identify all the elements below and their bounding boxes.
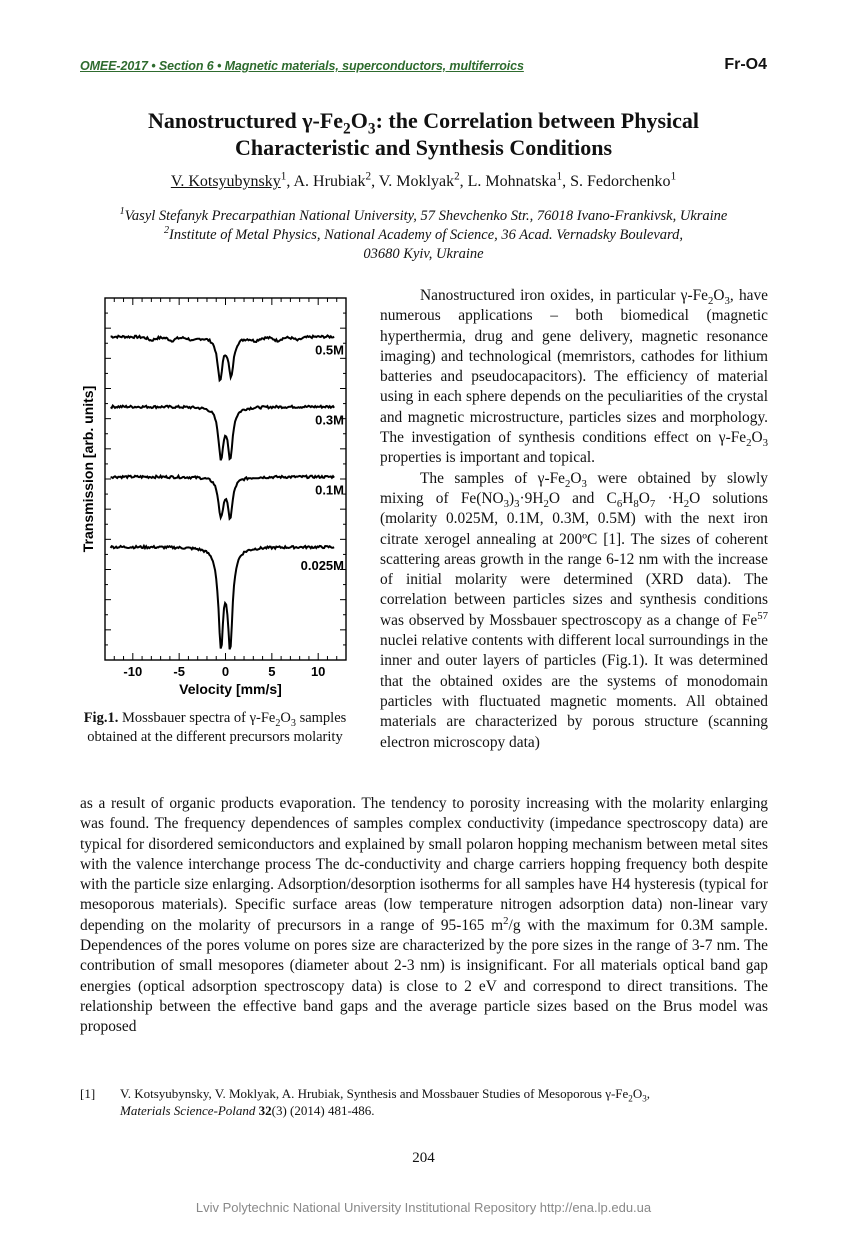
running-header: OMEE-2017 • Section 6 • Magnetic materials, superconductors, multiferroics: [80, 59, 524, 73]
x-tick-label: -10: [123, 664, 143, 679]
figure-caption: Fig.1. Mossbauer spectra of $\gamma-Fe_2O_3$ samples obtained at the different precursors molarity: [83, 710, 347, 745]
y-axis-label: Transmission [arb. units]: [80, 385, 96, 553]
spectrum-line-0.1M: [111, 476, 335, 519]
body-full-width: [80, 794, 768, 1038]
author: V. Moklyak: [378, 173, 455, 190]
author: V. Kotsyubynsky: [170, 173, 281, 190]
reference-1: [1] V. Kotsyubynsky, V. Moklyak, A. Hrubiak, Synthesis and Mossbauer Studies of Mesoporous $\gamma-Fe_2O_3$, Materials Science-Poland 32(3) (2014) 481-486.: [80, 1086, 651, 1118]
author: L. Mohnatska: [467, 173, 557, 190]
series-label: 0.1M: [315, 482, 344, 498]
author-list: V. Kotsyubynsky$^1$, A. Hrubiak$^2$, V. Moklyak$^2$, L. Mohnatska$^1$, S. Fedorchenko$^1$: [170, 170, 677, 190]
spectrum-line-0.5M: [111, 336, 335, 381]
x-tick-label: 0: [221, 664, 230, 679]
x-tick-label: 10: [310, 664, 326, 679]
x-tick-label: -5: [173, 664, 185, 679]
paragraph-1: Nanostructured iron oxides, in particular $\gamma-Fe_2O_3$, have numerous applications – both biomedical (magnetic hyperthermia, drug and gene delivery, magnetic resonance imaging) and technological (memristors, cathodes for lithium batteries and pseudocapacitors). The efficiency of material using in each sphere depends on the peculiarities of the crystal and magnetic microstructure, particles sizes and morphology. The investigation of synthesis conditions effect on $\gamma-Fe_2O_3$ properties is important and topical.: [380, 287, 768, 467]
spectrum-line-0.3M: [111, 406, 335, 461]
mossbauer-chart: [80, 290, 360, 700]
paper-title: Nanostructured $\gamma-Fe_2O_3$: the Correlation between Physical Characteristic and Synthesis Conditions: [148, 108, 699, 160]
author: A. Hrubiak: [293, 173, 366, 190]
repository-footer: Lviv Polytechnic National University Institutional Repository http://ena.lp.edu.ua: [195, 1200, 652, 1215]
page-number: 204: [412, 1150, 435, 1166]
body-column: [380, 286, 768, 753]
series-label: 0.025M: [300, 557, 344, 573]
series-label: 0.3M: [315, 412, 344, 428]
paragraph-2: The samples of $\gamma-Fe_2O_3$ were obtained by slowly mixing of $Fe(NO_3)_3\cdot 9H_2O$ and $C_6H_8O_7 \cdot H_2O$ solutions (molarity 0.025M, 0.1M, 0.3M, 0.5M) with the next iron citrate xerogel annealing at 200ºC [1]. The sizes of coherent scattering areas growth in the range 6-12 nm with the increase of initial molarity were determined (XRD data). The correlation between particles sizes and synthesis conditions was observed by Mossbauer spectroscopy as a change of Fe$^{57}$ nuclei relative contents with different local surroundings in the inner and outer layers of particles (Fig.1). It was determined that the obtained oxides are the systems of monodomain particles with fluctuated magnetic moments. All obtained materials are characterized by porous structure (scanning electron microscopy data): [380, 469, 768, 751]
x-tick-label: 5: [268, 664, 276, 679]
paragraph-3: as a result of organic products evaporation. The tendency to porosity increasing with the molarity enlarging was found. The frequency dependences of samples complex conductivity (impedance spectroscopy data) are typical for disordered semiconductors and explained by small polaron hopping mechanism between metal sites with the valence interchange process The dc-conductivity and charge carriers hopping frequency both despite with the particle size enlarging. Adsorption/desorption isotherms for all samples have H4 hysteresis (typical for mesoporous materials). Specific surface areas (low temperature nitrogen adsorption data) non-linear vary depending on the molarity of precursors in a range of 95-165 $m^2/g$ with the maximum for 0.3M sample. Dependences of the pores volume on pores size are characterized by the pore sizes in the range of 3-7 nm. The contribution of small mesopores (diameter about 2-3 nm) is insignificant. For all materials optical band gap energies (optical adsorption spectroscopy data) is close to 2 eV and correspond to direct transitions. The relationship between the effective band gaps and the average particle sizes based on the Brus model was proposed: [80, 795, 768, 1036]
affiliations: $^1$Vasyl Stefanyk Precarpathian National University, 57 Shevchenko Str., 76018 Ivano-Frankivsk, Ukraine $^2$Institute of Metal Physics, National Academy of Science, 36 Acad. Vernadsky Boulevard, 03680 Kyiv, Ukraine: [119, 206, 728, 262]
series-label: 0.5M: [315, 342, 344, 358]
author: S. Fedorchenko: [570, 173, 671, 190]
x-axis-label: Velocity [mm/s]: [179, 681, 282, 697]
paper-code: Fr-O4: [724, 56, 767, 73]
